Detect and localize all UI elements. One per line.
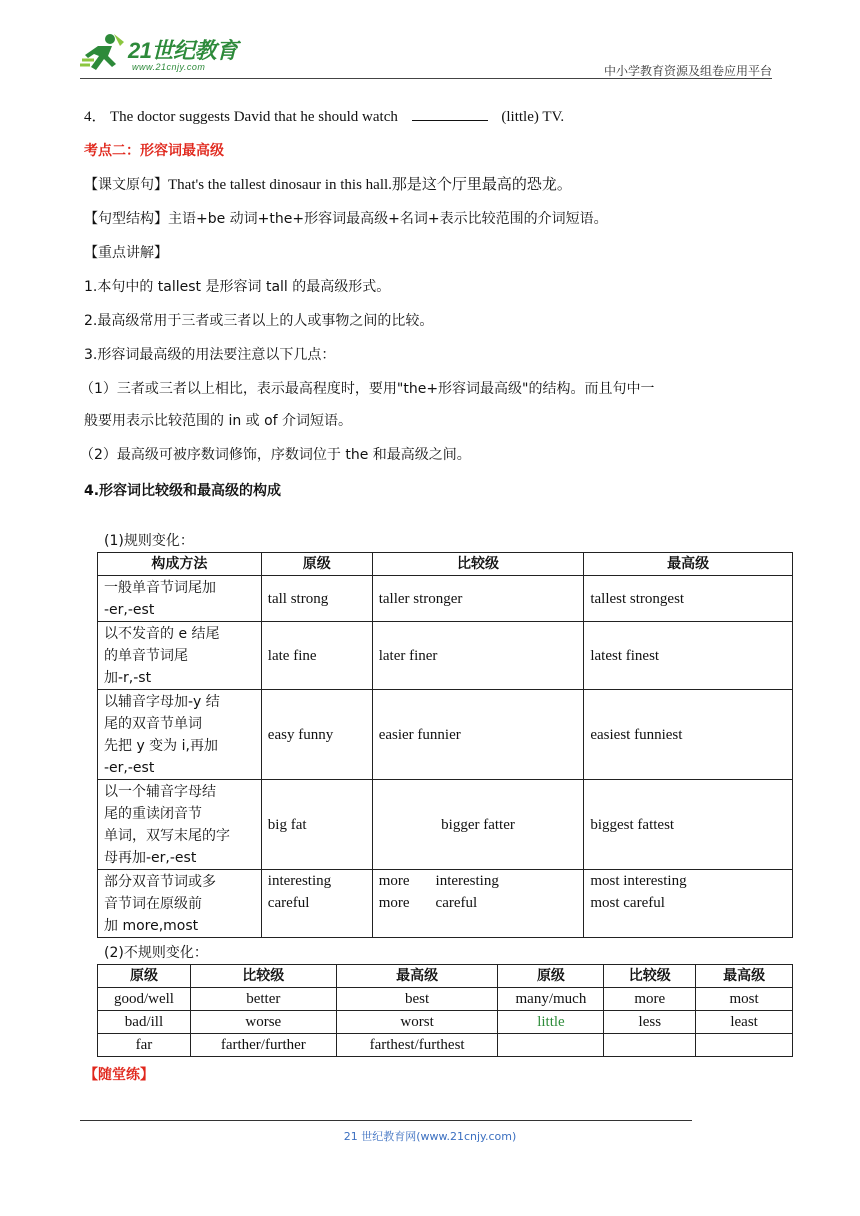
answer-blank[interactable]	[412, 106, 488, 121]
method-cell: 以辅音字母加-y 结 尾的双音节单词 先把 y 变为 i,再加 -er,-est	[98, 690, 262, 780]
regular-table	[97, 552, 793, 938]
original-text: That's the tallest dinosaur in this hall.那是这个厅里最高的恐龙。	[168, 177, 572, 193]
sentence-structure	[84, 208, 608, 230]
table-cell: bad/ill	[98, 1011, 191, 1034]
comparative-cell: easier funnier	[372, 690, 584, 780]
table-cell: farthest/furthest	[336, 1034, 498, 1057]
table-row	[98, 690, 793, 780]
section-title: 考点二：形容词最高级	[84, 143, 224, 159]
col-header: 比较级	[190, 965, 336, 988]
table-cell: less	[604, 1011, 696, 1034]
runner-logo-icon	[80, 32, 126, 74]
table-cell: worst	[336, 1011, 498, 1034]
table-cell	[696, 1034, 793, 1057]
logo-url: www.21cnjy.com	[132, 62, 206, 72]
base-cell: easy funny	[261, 690, 372, 780]
table-row	[98, 780, 793, 870]
base-cell: interesting careful	[261, 870, 372, 938]
table-row	[98, 622, 793, 690]
question-4	[84, 106, 564, 128]
structure-text: 主语+be 动词+the+形容词最高级+名词+表示比较范围的介词短语。	[168, 211, 608, 227]
original-label: 【课文原句】	[84, 177, 168, 193]
practice-label: 【随堂练】	[84, 1067, 154, 1083]
irregular-caption: (2)不规则变化：	[104, 945, 208, 961]
footer-divider	[80, 1120, 692, 1121]
comparative-cell: later finer	[372, 622, 584, 690]
note-1-line-1: （1）三者或三者以上相比，表示最高程度时，要用"the+形容词最高级"的结构。而且句中一	[80, 381, 655, 397]
table-cell: little	[498, 1011, 604, 1034]
col-header: 比较级	[372, 553, 584, 576]
method-cell: 以一个辅音字母结 尾的重读闭音节 单词，双写末尾的字 母再加-er,-est	[98, 780, 262, 870]
col-header: 最高级	[584, 553, 793, 576]
col-header: 原级	[261, 553, 372, 576]
method-cell: 一般单音节词尾加 -er,-est	[98, 576, 262, 622]
table-cell: best	[336, 988, 498, 1011]
col-header: 原级	[498, 965, 604, 988]
base-cell: tall strong	[261, 576, 372, 622]
col-header: 最高级	[696, 965, 793, 988]
table-cell: more	[604, 988, 696, 1011]
col-header: 比较级	[604, 965, 696, 988]
table-row	[98, 988, 793, 1011]
original-sentence	[84, 174, 572, 196]
table-row	[98, 870, 793, 938]
col-header: 最高级	[336, 965, 498, 988]
table-cell	[604, 1034, 696, 1057]
table-cell: most	[696, 988, 793, 1011]
note-2: （2）最高级可被序数词修饰，序数词位于 the 和最高级之间。	[80, 447, 471, 463]
site-logo	[80, 30, 250, 78]
comparative-cell: bigger fatter	[372, 780, 584, 870]
table-cell	[498, 1034, 604, 1057]
base-cell: late fine	[261, 622, 372, 690]
superlative-cell: biggest fattest	[584, 780, 793, 870]
irregular-table	[97, 964, 793, 1057]
question-hint: (little) TV.	[501, 109, 565, 125]
table-row	[98, 1011, 793, 1034]
table-header-row	[98, 553, 793, 576]
table-cell: farther/further	[190, 1034, 336, 1057]
superlative-cell: tallest strongest	[584, 576, 793, 622]
note-1-line-2: 般要用表示比较范围的 in 或 of 介词短语。	[84, 413, 353, 429]
superlative-cell: easiest funniest	[584, 690, 793, 780]
header-divider	[80, 78, 772, 79]
method-cell: 部分双音节词或多 音节词在原级前 加 more,most	[98, 870, 262, 938]
table-cell: far	[98, 1034, 191, 1057]
question-number: 4．	[84, 109, 107, 125]
table-row	[98, 1034, 793, 1057]
table-cell: least	[696, 1011, 793, 1034]
superlative-cell: latest finest	[584, 622, 793, 690]
table-row	[98, 576, 793, 622]
col-header: 构成方法	[98, 553, 262, 576]
footer-text: 21 世纪教育网(www.21cnjy.com)	[343, 1130, 517, 1143]
point-1: 1.本句中的 tallest 是形容词 tall 的最高级形式。	[84, 279, 391, 295]
table-cell: worse	[190, 1011, 336, 1034]
question-text: The doctor suggests David that he should watch	[110, 109, 398, 125]
point-2: 2.最高级常用于三者或三者以上的人或事物之间的比较。	[84, 313, 434, 329]
base-cell: big fat	[261, 780, 372, 870]
table-cell: many/much	[498, 988, 604, 1011]
platform-name: 中小学教育资源及组卷应用平台	[603, 64, 772, 78]
structure-label: 【句型结构】	[84, 211, 168, 227]
table-cell: good/well	[98, 988, 191, 1011]
comparative-cell: taller stronger	[372, 576, 584, 622]
comparative-cell: more interesting more careful	[372, 870, 584, 938]
subheading: 4.形容词比较级和最高级的构成	[84, 483, 282, 499]
explain-label: 【重点讲解】	[84, 245, 168, 261]
method-cell: 以不发音的 e 结尾 的单音节词尾 加-r,-st	[98, 622, 262, 690]
col-header: 原级	[98, 965, 191, 988]
logo-text: 21世纪教育	[128, 38, 238, 63]
point-3: 3.形容词最高级的用法要注意以下几点：	[84, 347, 336, 363]
superlative-cell: most interesting most careful	[584, 870, 793, 938]
table-header-row	[98, 965, 793, 988]
table-cell: better	[190, 988, 336, 1011]
regular-caption: (1)规则变化：	[104, 533, 194, 549]
